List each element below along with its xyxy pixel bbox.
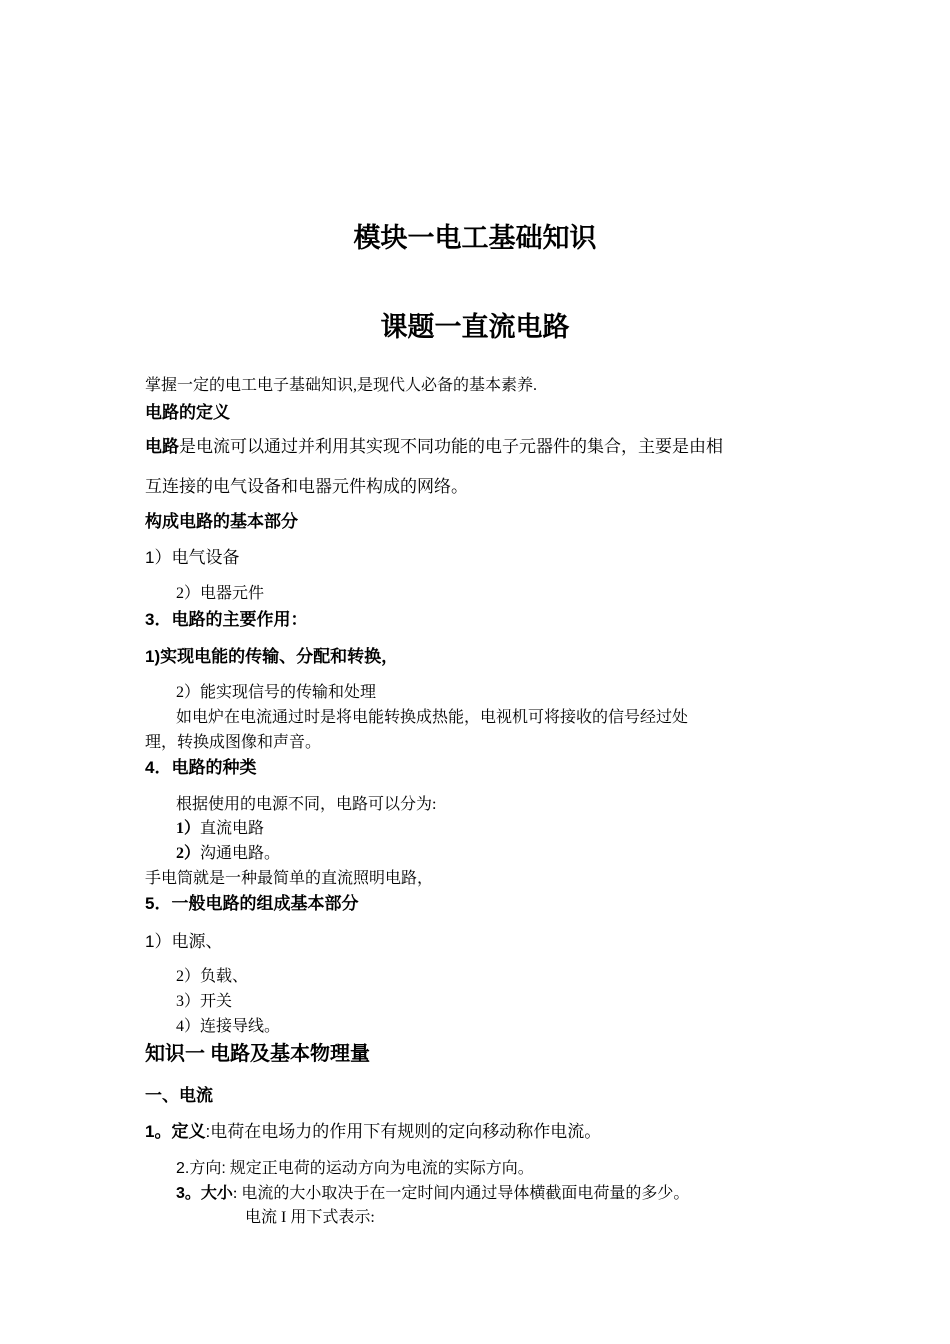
heading-knowledge-one: 知识一 电路及基本物理量 <box>145 1043 370 1065</box>
types-note: 手电筒就是一种最简单的直流照明电路， <box>145 870 434 887</box>
types-lead: 根据使用的电源不同，电路可以分为: <box>176 796 437 813</box>
current-magnitude-label: 3。大小 <box>176 1185 233 1202</box>
page-title: 模块一电工基础知识 <box>353 223 597 253</box>
heading-basic-parts: 构成电路的基本部分 <box>145 512 298 531</box>
role-item-1: 1)实现电能的传输、分配和转换， <box>145 647 399 666</box>
types-item-1 <box>176 815 264 838</box>
current-definition <box>145 1117 601 1142</box>
current-magnitude-text: : 电流的大小取决于在一定时间内通过导体横截面电荷量的多少。 <box>232 1185 690 1202</box>
current-direction <box>176 1155 534 1178</box>
current-definition-label: 1。定义 <box>145 1122 206 1141</box>
types-item-2-num: 2） <box>176 845 201 862</box>
current-magnitude <box>176 1180 689 1203</box>
role-item-2: 2）能实现信号的传输和处理 <box>176 684 377 701</box>
components-item-4: 4）连接导线。 <box>176 1018 281 1035</box>
heading-current: 一、电流 <box>145 1086 213 1105</box>
current-direction-text: 规定正电荷的运动方向为电流的实际方向。 <box>225 1160 534 1177</box>
intro-text: 掌握一定的电工电子基础知识,是现代人必备的基本素养. <box>145 377 538 394</box>
types-item-2-text: 沟通电路。 <box>200 845 281 862</box>
components-item-1: 1）电源、 <box>145 932 223 951</box>
basic-parts-item-1: 1）电气设备 <box>145 548 240 567</box>
heading-main-role: 3．电路的主要作用： <box>145 610 308 629</box>
definition-paragraph-line2: 互连接的电气设备和电器元件构成的网络。 <box>145 477 468 496</box>
current-formula-lead: 电流 I 用下式表示: <box>245 1209 375 1226</box>
current-definition-text: :电荷在电场力的作用下有规则的定向移动称作电流。 <box>205 1122 602 1141</box>
role-example-line2: 理，转换成图像和声音。 <box>145 734 322 751</box>
heading-circuit-definition: 电路的定义 <box>145 403 230 422</box>
role-example-line1: 如电炉在电流通过时是将电能转换成热能，电视机可将接收的信号经过处 <box>176 709 689 726</box>
types-item-2 <box>176 840 280 863</box>
page-subtitle: 课题一直流电路 <box>380 312 570 342</box>
current-direction-label: 2.方向: <box>176 1160 226 1177</box>
types-item-1-num: 1） <box>176 820 201 837</box>
basic-parts-item-2: 2）电器元件 <box>176 585 265 602</box>
components-item-2: 2）负载、 <box>176 968 249 985</box>
heading-components: 5．一般电路的组成基本部分 <box>145 894 359 913</box>
types-item-1-text: 直流电路 <box>200 820 265 837</box>
heading-circuit-types: 4．电路的种类 <box>145 758 257 777</box>
definition-paragraph-line1 <box>145 432 723 457</box>
components-item-3: 3）开关 <box>176 993 233 1010</box>
definition-text-1: 是电流可以通过并利用其实现不同功能的电子元器件的集合，主要是由相 <box>179 437 723 456</box>
definition-term: 电路 <box>145 437 179 456</box>
